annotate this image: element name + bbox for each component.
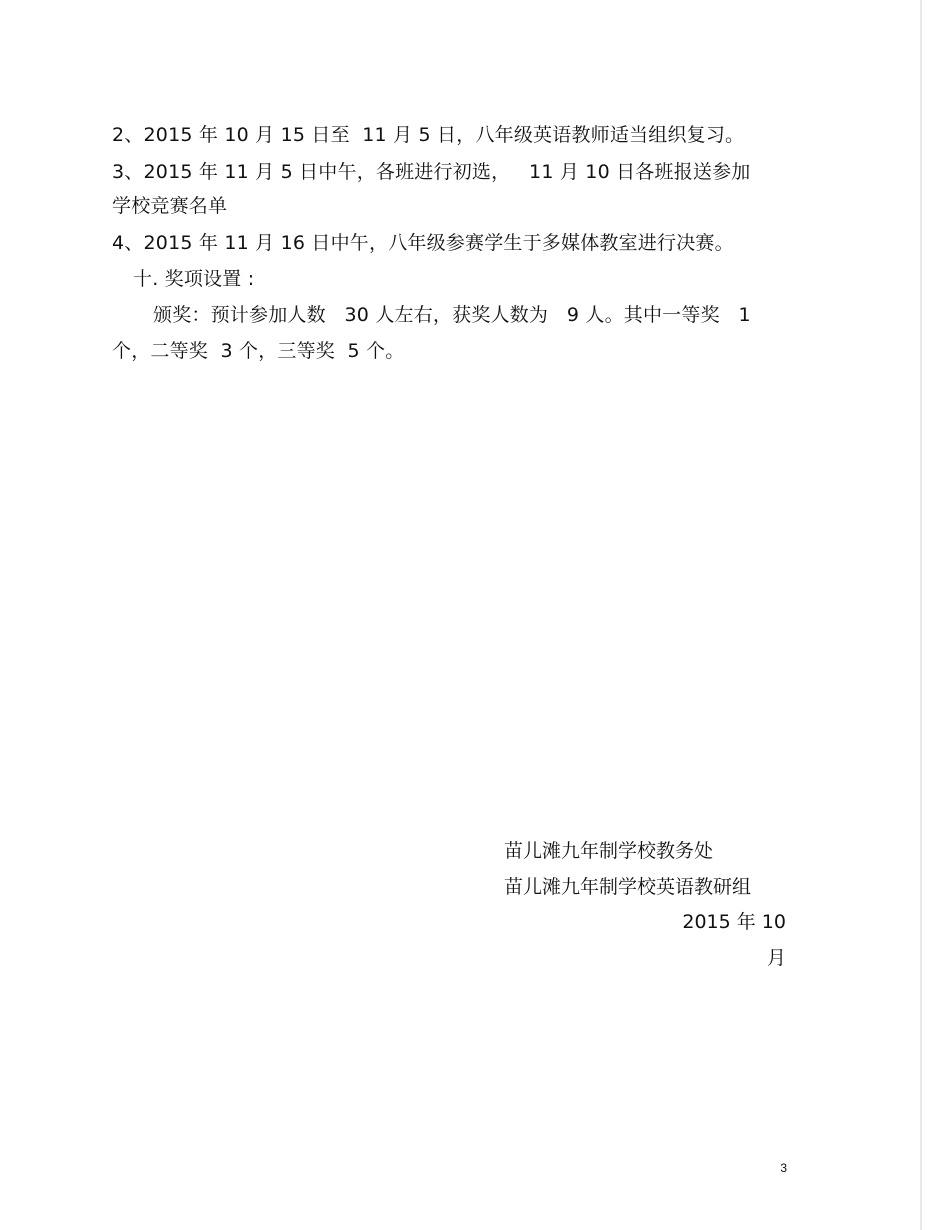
- signature-date: 2015 年 10: [682, 911, 786, 933]
- schedule-item-3: 3、2015 年 11 月 5 日中午，各班进行初选， 11 月 10 日各班报送参加: [112, 161, 751, 183]
- signature-office: 苗儿滩九年制学校教务处: [504, 840, 714, 862]
- schedule-item-4: 4、2015 年 11 月 16 日中午，八年级参赛学生于多媒体教室进行决赛。: [112, 232, 734, 254]
- signature-group: 苗儿滩九年制学校英语教研组: [504, 876, 752, 898]
- page-number: 3: [780, 1161, 787, 1175]
- awards-paragraph-continued: 个，二等奖 3 个，三等奖 5 个。: [112, 340, 405, 362]
- signature-date-month: 月: [766, 947, 786, 969]
- schedule-item-3-continued: 学校竞赛名单: [112, 195, 228, 217]
- page-edge: [920, 0, 922, 1230]
- schedule-item-2: 2、2015 年 10 月 15 日至 11 月 5 日，八年级英语教师适当组织复习。: [112, 124, 745, 146]
- awards-paragraph: 颁奖：预计参加人数 30 人左右，获奖人数为 9 人。其中一等奖 1: [153, 304, 751, 326]
- section-heading-awards: 十. 奖项设置 :: [133, 268, 255, 290]
